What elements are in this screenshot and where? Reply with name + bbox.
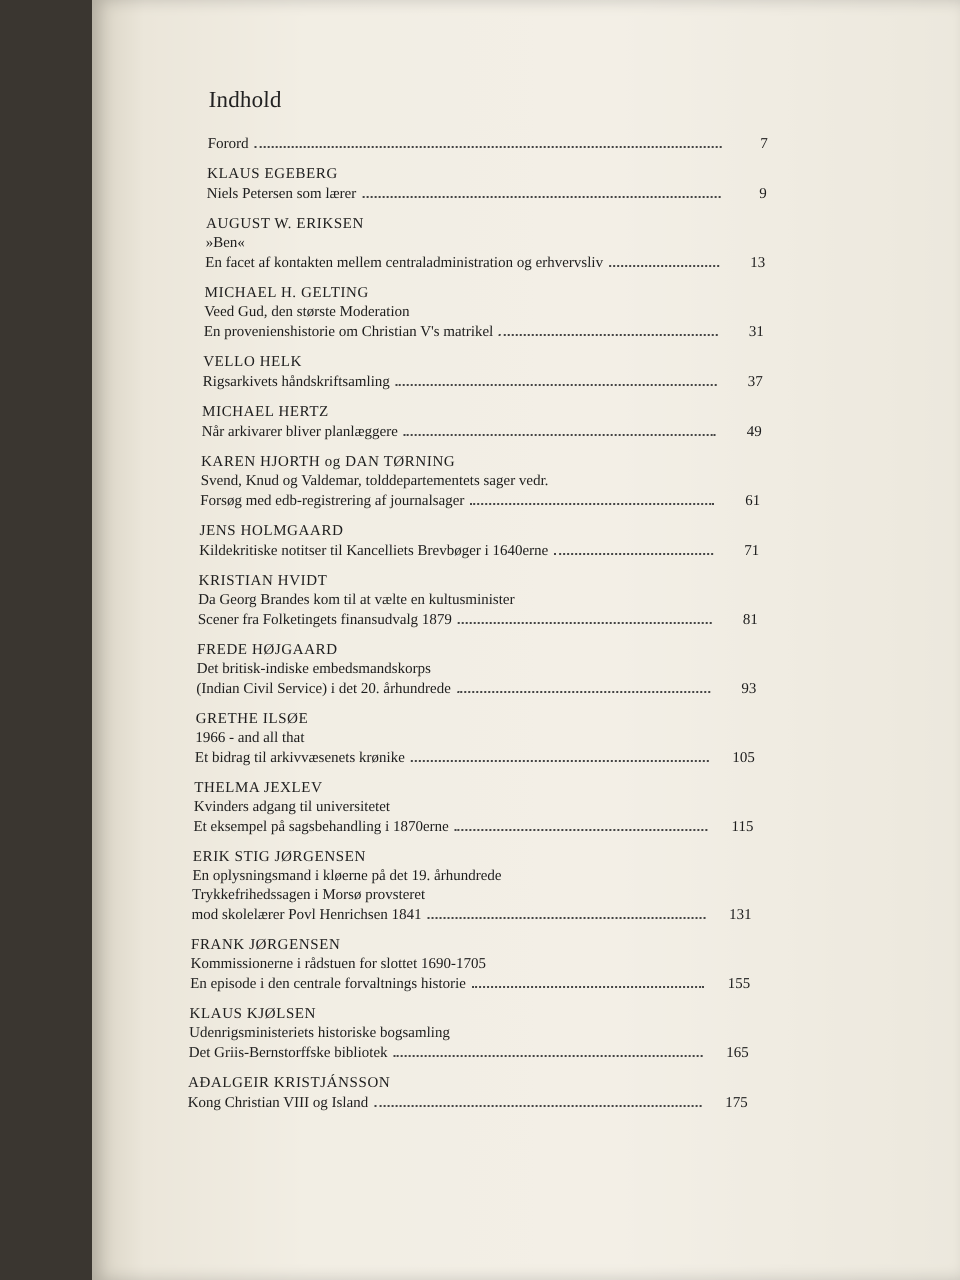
dot-leader xyxy=(393,1043,702,1057)
dot-leader xyxy=(255,134,722,148)
toc-author: JENS HOLMGAARD xyxy=(199,523,344,539)
toc-title-line-with-page xyxy=(187,1093,747,1112)
toc-author: AÐALGEIR KRISTJÁNSSON xyxy=(187,1075,391,1091)
toc-author: MICHAEL HERTZ xyxy=(201,404,330,420)
toc-entry xyxy=(205,215,806,272)
toc-entry xyxy=(202,403,803,441)
toc-page-number: 131 xyxy=(728,907,752,923)
toc-author: ERIK STIG JØRGENSEN xyxy=(192,849,367,865)
page-title: Indhold xyxy=(208,87,282,112)
toc-title-line-with-page xyxy=(203,372,763,391)
toc-title-line-with-page xyxy=(199,541,759,560)
toc-title-text: Det Griis-Bernstorffske bibliotek xyxy=(188,1045,388,1061)
toc-author: AUGUST W. ERIKSEN xyxy=(205,216,365,232)
toc-title-line-with-page xyxy=(190,974,750,993)
toc-entry xyxy=(193,779,794,836)
toc-title-line: Da Georg Brandes kom til at vælte en kultusminister xyxy=(198,592,515,608)
toc-page-number: 31 xyxy=(748,324,764,340)
toc-page-number: 175 xyxy=(724,1095,748,1111)
toc-title-line: Kvinders adgang til universitetet xyxy=(193,799,391,815)
toc-title-line: 1966 - and all that xyxy=(195,730,305,746)
toc-title-line: Det britisk-indiske embedsmandskorps xyxy=(196,661,432,677)
toc-title-text: Scener fra Folketingets finansudvalg 1879 xyxy=(197,612,453,628)
toc-title-text: Kildekritiske notitser til Kancelliets Brevbøger i 1640erne xyxy=(199,543,549,559)
dot-leader xyxy=(470,491,714,505)
toc-page-number: 13 xyxy=(750,255,766,271)
toc-title-line-with-page xyxy=(195,748,755,767)
toc-entry xyxy=(199,522,800,560)
toc-entry xyxy=(190,936,791,993)
toc-title-line: »Ben« xyxy=(205,235,246,251)
book-page xyxy=(92,0,960,1280)
toc-title-text: Rigsarkivets håndskriftsamling xyxy=(202,374,390,390)
toc-entry xyxy=(200,453,801,510)
toc-title-line-with-page xyxy=(200,491,760,510)
toc-page-number: 155 xyxy=(727,976,751,992)
toc-entry xyxy=(196,641,797,698)
toc-page-number: 165 xyxy=(726,1045,749,1061)
dot-leader xyxy=(609,253,720,267)
toc-entry xyxy=(191,848,793,924)
toc-title-text: mod skolelærer Povl Henrichsen 1841 xyxy=(191,907,422,923)
toc-title-text: En provenienshistorie om Christian V's matrikel xyxy=(203,324,494,340)
toc-title-line: Trykkefrihedssagen i Morsø provsteret xyxy=(191,887,426,903)
toc-author: FRANK JØRGENSEN xyxy=(190,937,341,953)
toc-author: KAREN HJORTH og DAN TØRNING xyxy=(200,454,456,470)
toc-title-line: Udenrigsministeriets historiske bogsamling xyxy=(188,1025,451,1041)
toc-author: KLAUS KJØLSEN xyxy=(189,1006,317,1022)
toc-title-line-with-page xyxy=(204,322,764,341)
toc-author: THELMA JEXLEV xyxy=(194,780,323,796)
toc-page-number: 81 xyxy=(742,612,758,628)
toc-entry xyxy=(195,710,796,767)
toc-entry xyxy=(189,1005,790,1062)
toc-page-number: 49 xyxy=(746,424,762,440)
toc-title-line-with-page xyxy=(202,422,762,441)
toc-title-text: Et eksempel på sagsbehandling i 1870erne xyxy=(193,819,449,835)
toc-title-text: Når arkivarer bliver planlæggere xyxy=(201,424,399,440)
dot-leader xyxy=(455,817,708,831)
toc-page-number: 105 xyxy=(732,750,756,766)
toc-title-line-with-page xyxy=(207,184,767,203)
toc-title-line-with-page xyxy=(196,679,756,698)
toc-title-line-with-page xyxy=(189,1043,749,1062)
toc-title-line-with-page xyxy=(198,610,758,629)
dot-leader xyxy=(362,184,721,198)
toc-title-text: (Indian Civil Service) i det 20. århundrede xyxy=(196,681,452,697)
toc-title-text: En facet af kontakten mellem centraladministration og erhvervsliv xyxy=(205,255,604,271)
dot-leader xyxy=(411,748,709,762)
dot-leader xyxy=(457,679,711,693)
toc-page-number: 93 xyxy=(741,681,757,697)
toc-title-line-with-page xyxy=(191,905,751,924)
toc-page-number: 37 xyxy=(747,374,763,390)
dot-leader xyxy=(374,1093,702,1107)
toc-title-line: Svend, Knud og Valdemar, tolddepartementets sager vedr. xyxy=(200,473,549,489)
toc-title-text: En episode i den centrale forvaltnings historie xyxy=(189,976,467,992)
toc-author: KRISTIAN HVIDT xyxy=(198,573,328,589)
toc-entry xyxy=(198,572,799,629)
toc-title-line-with-page xyxy=(208,134,768,153)
toc-entry xyxy=(207,165,808,203)
dot-leader xyxy=(427,905,705,919)
toc-entry xyxy=(208,134,808,153)
toc-author: VELLO HELK xyxy=(203,354,303,370)
toc-list xyxy=(187,134,807,1112)
toc-title-text: Niels Petersen som lærer xyxy=(206,186,357,202)
toc-author: KLAUS EGEBERG xyxy=(206,166,339,182)
toc-entry xyxy=(203,353,804,391)
toc-page-number: 7 xyxy=(760,136,768,152)
toc-title-text: Kong Christian VIII og Island xyxy=(187,1095,369,1111)
toc-page-number: 71 xyxy=(744,543,760,559)
toc-title-text: Forsøg med edb-registrering af journalsager xyxy=(200,493,465,509)
table-of-contents xyxy=(187,84,809,1124)
toc-author: GRETHE ILSØE xyxy=(195,711,309,727)
dot-leader xyxy=(499,322,718,336)
dot-leader xyxy=(472,974,705,988)
dot-leader xyxy=(396,372,717,386)
toc-page-number: 115 xyxy=(731,819,754,835)
toc-title-line-with-page xyxy=(193,817,753,836)
dot-leader xyxy=(404,422,716,436)
toc-title-text: Et bidrag til arkivvæsenets krønike xyxy=(194,750,406,766)
toc-page-number: 61 xyxy=(745,493,761,509)
toc-entry xyxy=(204,284,805,341)
toc-page-number: 9 xyxy=(759,186,767,202)
dot-leader xyxy=(458,610,712,624)
toc-title-line: En oplysningsmand i kløerne på det 19. århundrede xyxy=(192,868,502,884)
toc-entry xyxy=(187,1074,788,1112)
toc-title-line: Kommissionerne i rådstuen for slottet 1690-1705 xyxy=(190,956,487,972)
toc-author: FREDE HØJGAARD xyxy=(196,642,338,658)
toc-title-line-with-page xyxy=(205,253,765,272)
dot-leader xyxy=(554,541,713,555)
toc-author: MICHAEL H. GELTING xyxy=(204,285,370,301)
toc-title-text: Forord xyxy=(207,136,249,152)
toc-title-line: Veed Gud, den største Moderation xyxy=(204,304,410,320)
